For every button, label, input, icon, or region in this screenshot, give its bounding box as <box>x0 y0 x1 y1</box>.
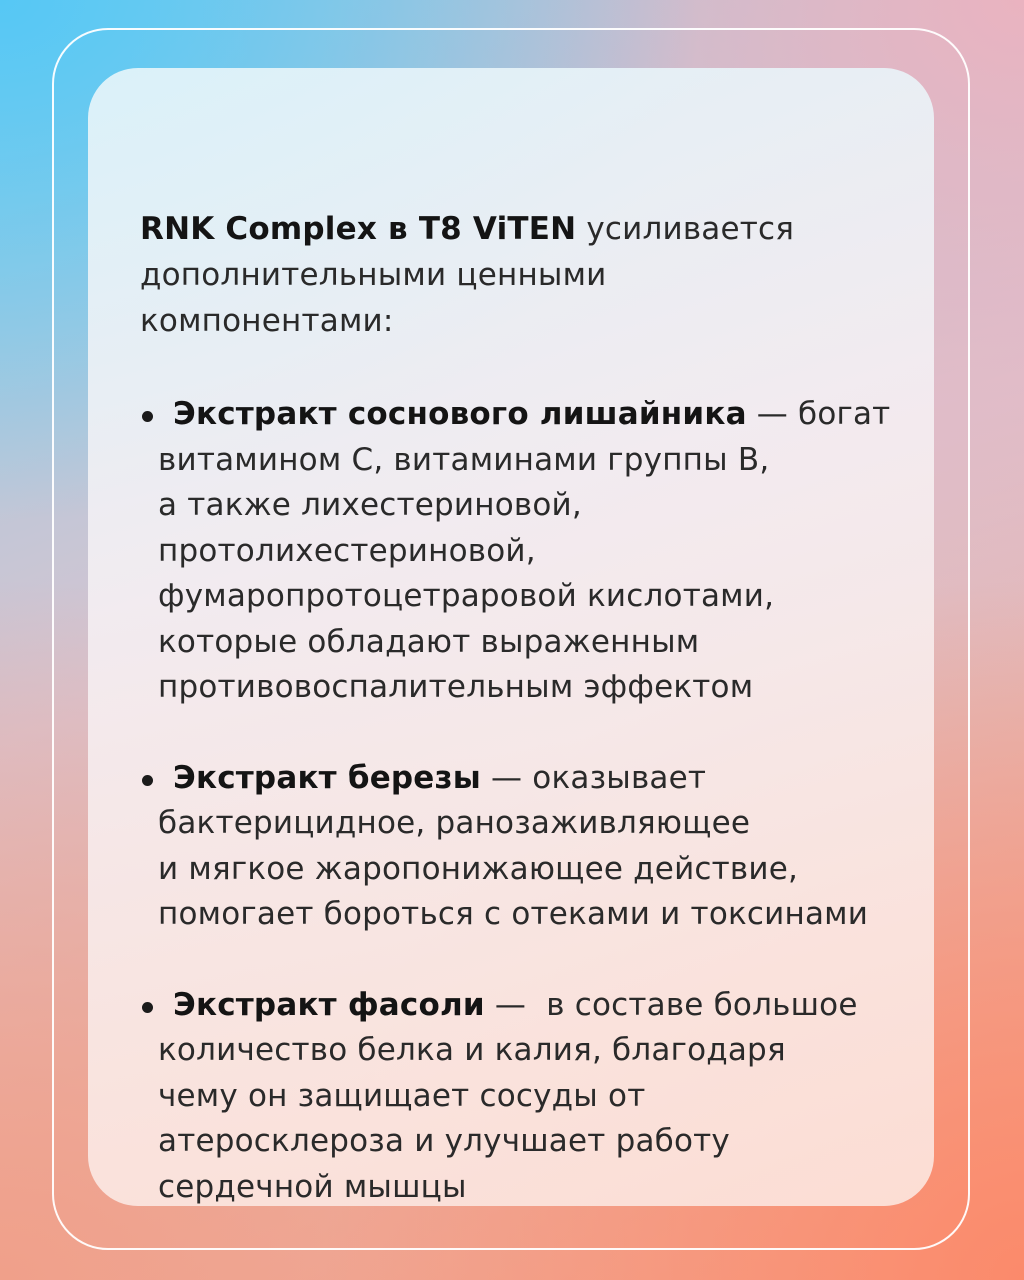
intro-paragraph <box>140 206 894 344</box>
item-line: сердечной мышцы <box>158 1168 467 1205</box>
ingredient-list <box>140 392 894 1210</box>
item-line: бактерицидное, ранозаживляющее <box>158 805 751 841</box>
bullet-icon <box>142 1002 153 1013</box>
item-line: витамином С, витаминами группы В, <box>158 441 770 478</box>
item-text: — богат <box>746 396 891 432</box>
intro-line-1: усиливается <box>576 211 795 247</box>
list-item-pine-lichen <box>140 392 894 711</box>
item-line: чему он защищает сосуды от <box>158 1077 646 1114</box>
item-text: — в составе большое <box>484 986 858 1023</box>
brand-name: RNK Complex в T8 ViTEN <box>140 211 577 247</box>
bullet-icon <box>142 775 153 786</box>
item-title: Экстракт соснового лишайника <box>173 396 747 432</box>
item-line: атеросклероза и улучшает работу <box>158 1123 730 1159</box>
item-line: и мягкое жаропонижающее действие, <box>158 850 799 887</box>
content-card <box>88 68 934 1206</box>
intro-line-3: компонентами: <box>140 303 394 339</box>
item-title: Экстракт фасоли <box>173 986 485 1023</box>
item-line: помогает бороться с отеками и токсинами <box>158 896 869 932</box>
item-title: Экстракт березы <box>173 759 481 796</box>
item-line: количество белка и калия, благодаря <box>158 1032 786 1068</box>
item-line: противовоспалительным эффектом <box>158 669 754 705</box>
list-item-bean <box>140 983 894 1211</box>
item-line: фумаропротоцетраровой кислотами, <box>158 578 775 614</box>
item-line: а также лихестериновой, <box>158 487 582 523</box>
intro-line-2: дополнительными ценными <box>140 257 607 293</box>
item-line: протолихестериновой, <box>158 532 536 569</box>
list-item-birch <box>140 756 894 938</box>
item-text: — оказывает <box>480 759 707 796</box>
bullet-icon <box>142 411 153 422</box>
item-line: которые обладают выраженным <box>158 623 700 660</box>
